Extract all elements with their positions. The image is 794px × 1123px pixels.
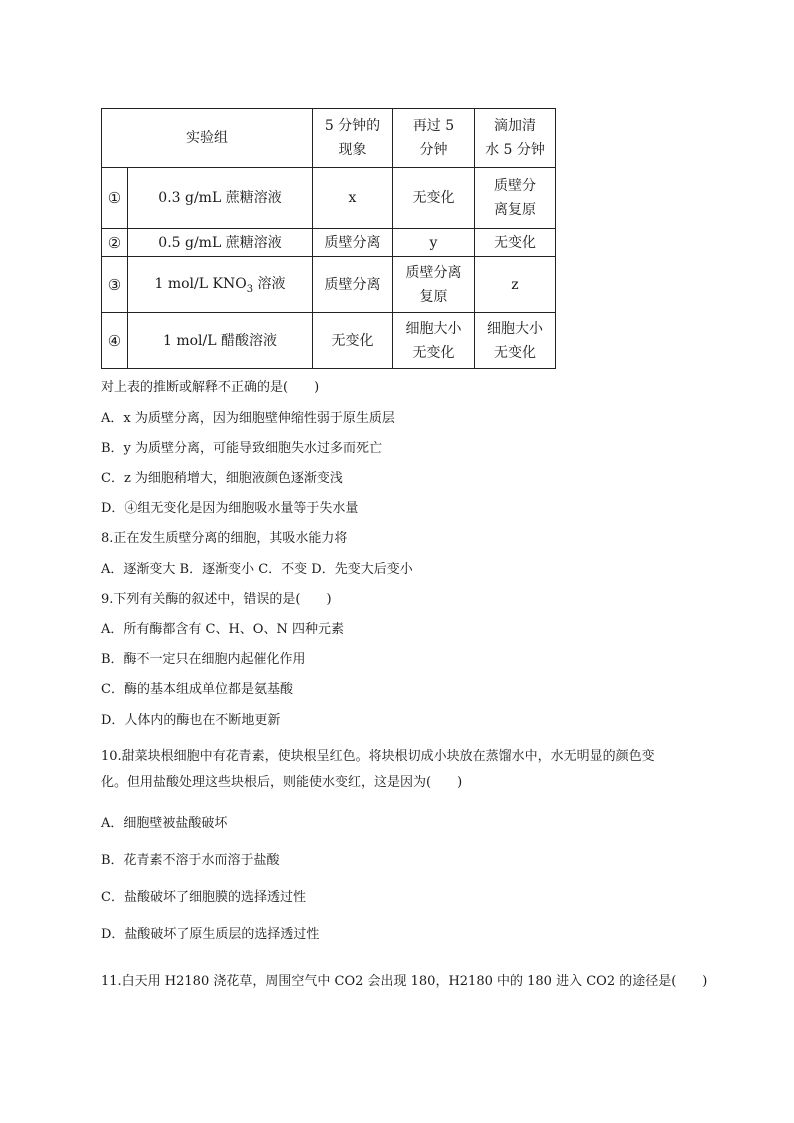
q9-stem: 9.下列有关酶的叙述中，错误的是( ) <box>101 592 332 607</box>
row-water-5min-line2: 离复原 <box>494 202 536 218</box>
experiment-table <box>101 108 556 369</box>
q9-option-a: A．所有酶都含有 C、H、O、N 四种元素 <box>101 622 344 637</box>
header-water-5min-line1: 滴加清 <box>494 118 536 134</box>
header-group: 实验组 <box>102 109 313 168</box>
row-solution: 0.3 g/mL 蔗糖溶液 <box>128 168 313 229</box>
row-another-5min <box>393 257 475 313</box>
row-5min: 无变化 <box>313 313 393 369</box>
row-another-5min-line1: 质壁分离 <box>405 264 462 281</box>
table-row <box>102 168 556 229</box>
header-another-5min <box>393 109 475 168</box>
header-another-5min-line1: 再过 5 <box>412 118 455 134</box>
q10-option-a: A．细胞壁被盐酸破坏 <box>101 816 228 831</box>
table-row <box>102 313 556 369</box>
header-water-5min-line2: 水 5 分钟 <box>485 142 545 158</box>
q7-option-b: B．y 为质壁分离，可能导致细胞失水过多而死亡 <box>101 441 383 456</box>
row-solution <box>128 257 313 313</box>
row-5min: 质壁分离 <box>313 229 393 257</box>
table-header-row <box>102 109 556 168</box>
row-water-5min <box>475 168 556 229</box>
q7-stem: 对上表的推断或解释不正确的是( ) <box>101 380 320 395</box>
header-water-5min <box>475 109 556 168</box>
row-water-5min-line1: 质壁分 <box>494 178 536 194</box>
q10-option-c: C．盐酸破坏了细胞膜的选择透过性 <box>101 890 306 905</box>
table-row <box>102 229 556 257</box>
row-another-5min: y <box>393 229 475 257</box>
q10-stem-line1: 10.甜菜块根细胞中有花青素，使块根呈红色。将块根切成小块放在蒸馏水中，水无明显的颜色变 <box>101 749 655 764</box>
header-5min <box>313 109 393 168</box>
row-water-5min: 无变化 <box>475 229 556 257</box>
row-solution: 0.5 g/mL 蔗糖溶液 <box>128 229 313 257</box>
row-solution: 1 mol/L 醋酸溶液 <box>128 313 313 369</box>
q7-option-a: A．x 为质壁分离，因为细胞壁伸缩性弱于原生质层 <box>101 411 395 426</box>
row-number: ① <box>102 168 128 229</box>
q9-option-d: D．人体内的酶也在不断地更新 <box>101 713 281 728</box>
row-number: ③ <box>102 257 128 313</box>
q8-stem: 8.正在发生质壁分离的细胞，其吸水能力将 <box>101 531 348 546</box>
row-number: ② <box>102 229 128 257</box>
solution-subscript: 3 <box>246 283 254 295</box>
q9-option-b: B．酶不一定只在细胞内起催化作用 <box>101 652 306 667</box>
row-water-5min-line2: 无变化 <box>494 344 536 361</box>
q9-option-c: C．酶的基本组成单位都是氨基酸 <box>101 682 293 697</box>
row-another-5min-line2: 复原 <box>419 288 448 305</box>
q7-option-c: C．z 为细胞稍增大，细胞液颜色逐渐变浅 <box>101 471 343 486</box>
row-5min: x <box>313 168 393 229</box>
row-another-5min <box>393 313 475 369</box>
row-another-5min-line2: 无变化 <box>412 344 455 361</box>
header-another-5min-line2: 分钟 <box>419 142 448 158</box>
row-water-5min <box>475 313 556 369</box>
header-5min-line2: 现象 <box>338 142 367 158</box>
table-row <box>102 257 556 313</box>
row-water-5min-line1: 细胞大小 <box>487 320 543 337</box>
solution-prefix: 1 mol/L KNO <box>154 275 247 292</box>
row-5min: 质壁分离 <box>313 257 393 313</box>
q10-stem-line2: 化。但用盐酸处理这些块根后，则能使水变红，这是因为( ) <box>101 775 463 790</box>
q10-option-d: D．盐酸破坏了原生质层的选择透过性 <box>101 927 320 942</box>
row-another-5min-line1: 细胞大小 <box>405 320 462 337</box>
solution-suffix: 溶液 <box>253 275 286 292</box>
q11-stem: 11.白天用 H2180 浇花草，周围空气中 CO2 会出现 180，H2180 中的 180 进入 CO2 的途径是( ) <box>101 974 708 989</box>
q10-option-b: B．花青素不溶于水而溶于盐酸 <box>101 853 280 868</box>
q7-option-d: D．④组无变化是因为细胞吸水量等于失水量 <box>101 501 359 516</box>
row-water-5min: z <box>475 257 556 313</box>
header-5min-line1: 5 分钟的 <box>324 118 381 134</box>
row-another-5min: 无变化 <box>393 168 475 229</box>
q8-options: A．逐渐变大 B．逐渐变小 C．不变 D．先变大后变小 <box>101 562 413 577</box>
row-number: ④ <box>102 313 128 369</box>
